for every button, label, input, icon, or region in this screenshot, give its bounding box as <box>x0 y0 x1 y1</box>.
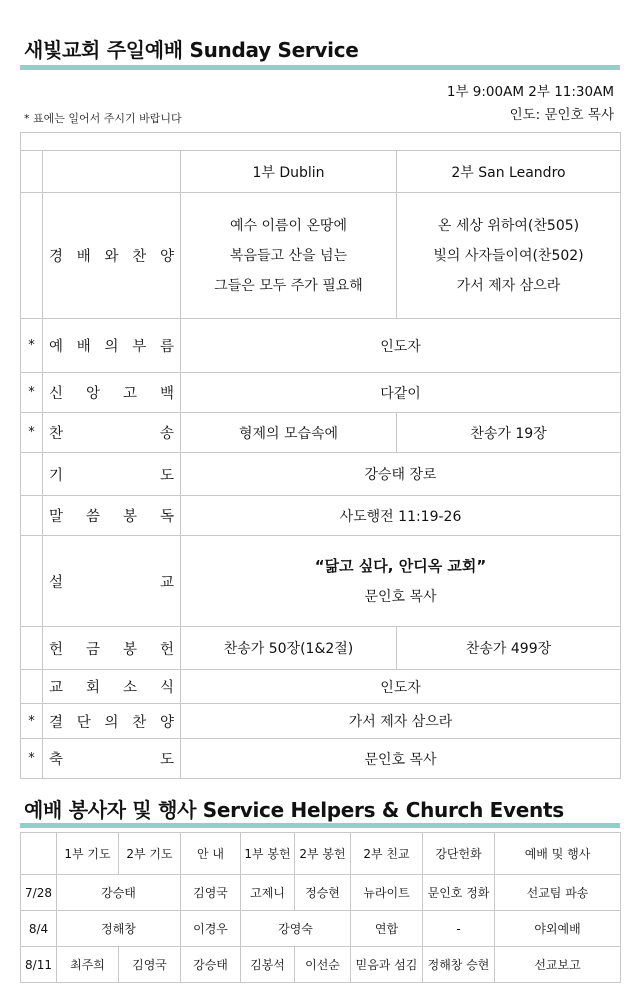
prayer-first-cell: 최주희 <box>57 947 119 983</box>
table-row <box>21 875 621 911</box>
usher-cell: 강승태 <box>181 947 241 983</box>
label-letters: 축 도 <box>49 752 174 768</box>
table-row <box>21 453 621 496</box>
blank-header-cell <box>21 133 621 151</box>
events-cell: 야외예배 <box>495 911 621 947</box>
second-service-value: 찬송가 499장 <box>397 627 621 670</box>
row-label <box>43 319 181 373</box>
helpers-divider <box>20 823 620 828</box>
row-label <box>43 496 181 536</box>
label-letters: 설 교 <box>49 574 174 591</box>
column-header: 2부 봉헌 <box>295 833 351 875</box>
flowers-cell: 정해창 승현 <box>423 947 495 983</box>
offering-cell: 강영숙 <box>241 911 351 947</box>
shared-value: 사도행전 11:19-26 <box>181 496 621 536</box>
shared-value: 인도자 <box>181 670 621 704</box>
row-label <box>43 193 181 319</box>
date-cell: 8/11 <box>21 947 57 983</box>
preacher: 문인호 목사 <box>364 589 437 605</box>
second-service-value: 찬송가 19장 <box>397 413 621 453</box>
row-label <box>43 453 181 496</box>
first-service-value: 형제의 모습속에 <box>181 413 397 453</box>
date-cell: 8/4 <box>21 911 57 947</box>
column-header: 2부 기도 <box>119 833 181 875</box>
table-row <box>21 413 621 453</box>
star-header-cell <box>21 151 43 193</box>
shared-value: 인도자 <box>181 319 621 373</box>
helpers-title: 예배 봉사자 및 행사 Service Helpers & Church Events <box>24 798 564 822</box>
events-cell: 선교보고 <box>495 947 621 983</box>
shared-value: 다같이 <box>181 373 621 413</box>
star-cell <box>21 193 43 319</box>
page-title: 새빛교회 주일예배 Sunday Service <box>24 38 359 62</box>
first-service-value: 찬송가 50장(1&2절) <box>181 627 397 670</box>
column-header-first: 1부 Dublin <box>181 151 397 193</box>
table-top-row <box>21 133 621 151</box>
label-header-cell <box>43 151 181 193</box>
table-row <box>21 193 621 319</box>
star-cell: * <box>21 319 43 373</box>
star-cell: * <box>21 373 43 413</box>
column-header: 강단헌화 <box>423 833 495 875</box>
label-letters: 헌 금 봉 헌 <box>49 641 174 658</box>
worship-songs-second: 온 세상 위하여(찬505) 빛의 사자들이여(찬502) 가서 제자 삼으라 <box>397 193 621 319</box>
star-cell: * <box>21 413 43 453</box>
star-cell <box>21 670 43 704</box>
label-letters: 신 앙 고 백 <box>49 386 174 402</box>
label-letters: 말 씀 봉 독 <box>49 509 174 525</box>
sermon-title: “닮고 싶다, 안디옥 교회” <box>314 557 487 575</box>
shared-value: 문인호 목사 <box>181 739 621 779</box>
label-letters: 경 배 와 찬 양 <box>49 249 174 265</box>
label-letters: 결 단 의 찬 양 <box>49 714 174 731</box>
offering-second-cell: 정승현 <box>295 875 351 911</box>
column-header: 2부 친교 <box>351 833 423 875</box>
column-header: 안 내 <box>181 833 241 875</box>
star-cell <box>21 496 43 536</box>
offering-second-cell: 이선순 <box>295 947 351 983</box>
row-label <box>43 739 181 779</box>
star-cell: * <box>21 739 43 779</box>
offering-first-cell: 고제니 <box>241 875 295 911</box>
offering-first-cell: 김봉석 <box>241 947 295 983</box>
table-row <box>21 373 621 413</box>
row-label <box>43 413 181 453</box>
date-header-cell <box>21 833 57 875</box>
events-cell: 선교팀 파송 <box>495 875 621 911</box>
flowers-cell: - <box>423 911 495 947</box>
row-label <box>43 670 181 704</box>
title-divider <box>20 65 620 70</box>
star-cell <box>21 627 43 670</box>
helpers-header-row <box>21 833 621 875</box>
shared-value: 강승태 장로 <box>181 453 621 496</box>
table-row <box>21 319 621 373</box>
fellowship-cell: 믿음과 섬김 <box>351 947 423 983</box>
order-of-worship-table <box>20 132 621 779</box>
usher-cell: 이경우 <box>181 911 241 947</box>
shared-value <box>181 536 621 627</box>
flowers-cell: 문인호 정화 <box>423 875 495 911</box>
row-label <box>43 704 181 739</box>
fellowship-cell: 뉴라이트 <box>351 875 423 911</box>
fellowship-cell: 연합 <box>351 911 423 947</box>
table-row <box>21 536 621 627</box>
service-leader: 인도: 문인호 목사 <box>509 107 614 123</box>
row-label <box>43 536 181 627</box>
table-row <box>21 739 621 779</box>
row-label <box>43 627 181 670</box>
shared-value: 가서 제자 삼으라 <box>181 704 621 739</box>
column-header-second: 2부 San Leandro <box>397 151 621 193</box>
service-time: 1부 9:00AM 2부 11:30AM <box>446 84 614 100</box>
usher-cell: 김영국 <box>181 875 241 911</box>
table-row <box>21 947 621 983</box>
column-header: 예배 및 행사 <box>495 833 621 875</box>
helpers-table <box>20 832 621 983</box>
star-cell <box>21 453 43 496</box>
prayer-cell: 강승태 <box>57 875 181 911</box>
row-label <box>43 373 181 413</box>
standing-note: * 표에는 일어서 주시기 바랍니다 <box>24 112 182 125</box>
worship-songs-first: 예수 이름이 온땅에 복음들고 산을 넘는 그들은 모두 주가 필요해 <box>181 193 397 319</box>
prayer-second-cell: 김영국 <box>119 947 181 983</box>
table-row <box>21 911 621 947</box>
star-cell <box>21 536 43 627</box>
star-cell: * <box>21 704 43 739</box>
label-letters: 찬 송 <box>49 426 174 442</box>
table-row <box>21 704 621 739</box>
table-row <box>21 627 621 670</box>
table-row <box>21 496 621 536</box>
table-row <box>21 670 621 704</box>
label-letters: 기 도 <box>49 467 174 484</box>
prayer-cell: 정해창 <box>57 911 181 947</box>
label-letters: 예 배 의 부 름 <box>49 339 174 355</box>
column-header-row <box>21 151 621 193</box>
label-letters: 교 회 소 식 <box>49 680 174 696</box>
date-cell: 7/28 <box>21 875 57 911</box>
column-header: 1부 기도 <box>57 833 119 875</box>
column-header: 1부 봉헌 <box>241 833 295 875</box>
